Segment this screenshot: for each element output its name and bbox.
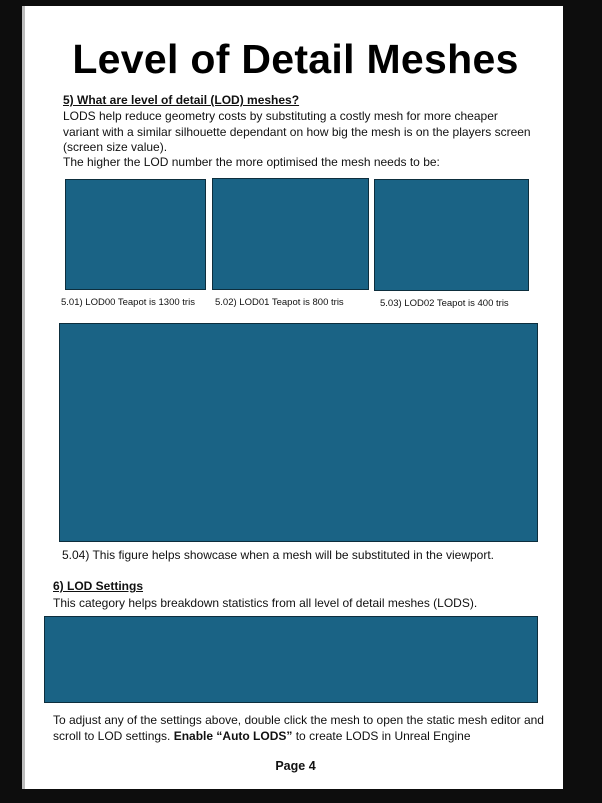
instructions-text: To adjust any of the settings above, double click the mesh to open the static mesh editor and scroll to LOD settings. xyxy=(53,713,544,743)
caption-lod02: 5.03) LOD02 Teapot is 400 tris xyxy=(380,298,509,309)
instructions-text-end: to create LODS in Unreal Engine xyxy=(292,729,471,743)
section-5-paragraph: LODS help reduce geometry costs by substituting a costly mesh for more cheaper variant with a similar silhouette dependant on how big the mesh is on the players screen (screen size value). xyxy=(63,109,531,154)
figure-caption-5-04: 5.04) This figure helps showcase when a mesh will be substituted in the viewport. xyxy=(62,548,495,562)
section-6-heading: 6) LOD Settings xyxy=(53,579,144,593)
document-page xyxy=(22,6,563,789)
auto-lods-emphasis: Enable “Auto LODS” xyxy=(173,729,293,743)
instructions-paragraph xyxy=(53,712,553,744)
lod02-teapot-image xyxy=(374,179,529,291)
section-5-heading: 5) What are level of detail (LOD) meshes? xyxy=(63,93,300,107)
section-5-paragraph-2: The higher the LOD number the more optimised the mesh needs to be: xyxy=(63,155,440,169)
section-6-paragraph: This category helps breakdown statistics from all level of detail meshes (LODS). xyxy=(53,596,478,610)
caption-lod01: 5.02) LOD01 Teapot is 800 tris xyxy=(215,297,344,308)
page-title: Level of Detail Meshes xyxy=(72,36,519,82)
lod-settings-image xyxy=(44,616,538,703)
screen-size-figure-image xyxy=(59,323,538,542)
caption-lod00: 5.01) LOD00 Teapot is 1300 tris xyxy=(61,297,195,308)
page-number: Page 4 xyxy=(275,759,316,773)
lod01-teapot-image xyxy=(212,178,369,290)
lod00-teapot-image xyxy=(65,179,206,290)
